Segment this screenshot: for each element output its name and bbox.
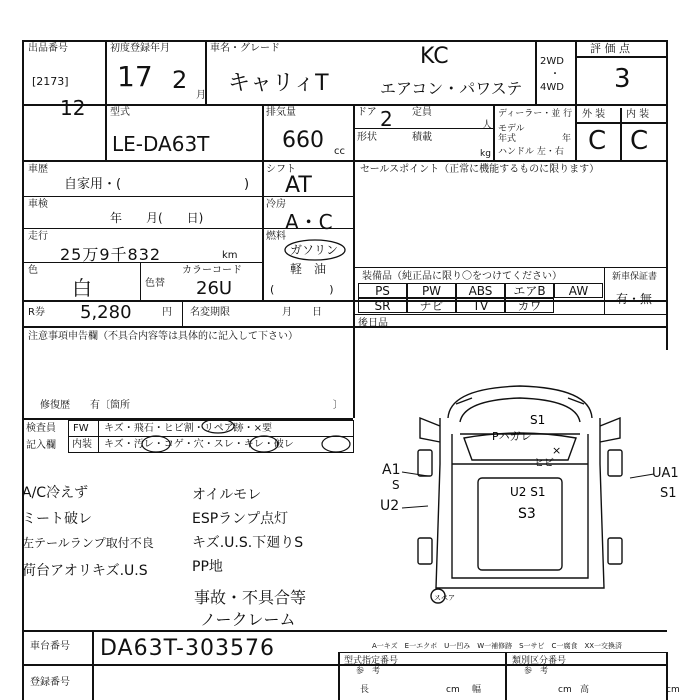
remark-right-item: キズ.U.S.下廻りS — [192, 535, 304, 551]
reg-month: 2 — [172, 66, 188, 94]
row-in-items: キズ・汚レ・コゲ・穴・スレ・キレ・破レ — [104, 439, 294, 450]
dim-label: 幅 — [472, 685, 482, 695]
capacity-unit: 人 — [482, 120, 492, 131]
name-change-label: 名変期限 — [190, 307, 230, 318]
diag-s1-top: S1 — [530, 413, 546, 427]
displacement-label: 排気量 — [266, 107, 296, 118]
diag-s3: S3 — [518, 506, 536, 522]
dim-unit: cm — [446, 685, 460, 695]
remark-left-item: 左テールランプ取付不良 — [22, 536, 154, 550]
equipment-item: PS — [358, 283, 407, 298]
diagram-pointer-lines — [380, 456, 680, 516]
grade-line2: エアコン・パワステ — [380, 79, 523, 98]
mileage-label: 走行 — [28, 231, 48, 242]
history-value: 自家用・( — [64, 177, 122, 192]
equipment-item: カワ — [505, 298, 554, 313]
sales-label: セールスポイント（正常に機能するものに限ります） — [360, 164, 600, 175]
drive-4wd: 4WD — [540, 82, 564, 93]
aftermarket-label: 後日品 — [358, 318, 388, 329]
dealer-label: ディーラー・並 行 — [498, 109, 573, 119]
remark-left-item: 荷台アオリキズ.U.S — [22, 563, 148, 579]
dim-label: 高 — [580, 685, 590, 695]
ref-label-b: 参 考 — [524, 666, 548, 675]
diag-a1: A1 — [382, 462, 401, 478]
diag-spare: スペア — [434, 594, 455, 602]
fuel-label: 燃料 — [266, 231, 286, 242]
ext-grade: C — [588, 126, 607, 156]
payload-label: 積載 — [412, 132, 432, 143]
color-change-label: 色替 — [145, 278, 165, 289]
payload-unit: kg — [480, 149, 491, 159]
int-grade: C — [630, 126, 649, 156]
classify-label: 類別区分番号 — [512, 656, 567, 666]
frame-left — [22, 40, 24, 700]
history-close: ) — [244, 177, 250, 192]
shift-label: シフト — [266, 164, 296, 175]
lot-small: [2173] — [32, 75, 69, 88]
gas-circle-mark — [282, 238, 348, 262]
equipment-item: ABS — [456, 283, 505, 298]
diag-x: × — [552, 444, 562, 457]
diag-u2-left: U2 — [380, 498, 400, 514]
repair-history: 修復歴 有〔箇所 — [40, 400, 130, 411]
remark-right-item: PP地 — [192, 559, 223, 575]
plate-label: 登録番号 — [30, 677, 70, 688]
inspection-label: 車検 — [28, 199, 48, 210]
legend-line: A一キズ E一エクボ U一凹み W一補修跡 S一サビ C一腐食 XX一交換済 — [372, 642, 623, 650]
dim-label: 長 — [360, 685, 370, 695]
recycle-value: 5,280 — [80, 302, 132, 323]
equipment-item: TV — [456, 298, 505, 313]
inspection-text: 年 月( 日) — [110, 211, 204, 225]
chassis-label: 車台番号 — [30, 641, 70, 652]
score-label: 評 価 点 — [590, 42, 630, 55]
checks-label: 検査員 — [26, 423, 56, 434]
grade-line1: KC — [420, 44, 449, 69]
recycle-label: R券 — [28, 307, 45, 318]
remark-left-item: ミート破レ — [22, 511, 92, 527]
displacement-value: 660 — [282, 128, 324, 153]
color-code-label: カラーコード — [182, 265, 242, 276]
model-cert-label: 型式指定番号 — [344, 656, 399, 666]
notes-label: 注意事項申告欄（不具合内容等は具体的に記入して下さい） — [28, 331, 298, 342]
repair-close: 〕 — [333, 400, 343, 411]
drive-2wd: 2WD — [540, 56, 564, 67]
reg-year: 17 — [117, 60, 153, 93]
warranty-label: 新車保証書 — [612, 272, 658, 282]
diag-s1-right: S1 — [660, 486, 677, 501]
diag-u2-s1: U2 S1 — [510, 485, 546, 499]
doors-value: 2 — [380, 107, 393, 131]
mileage-value: 25万9千832 — [60, 245, 162, 264]
color-value: 白 — [72, 276, 92, 300]
recycle-unit: 円 — [162, 307, 172, 318]
frame-right — [666, 40, 668, 350]
score-value: 3 — [614, 64, 631, 94]
row-fw-label: FW — [73, 423, 89, 434]
accident-line1: 事故・不具合等 — [194, 588, 307, 607]
frame-top — [22, 40, 667, 42]
ext-label: 外 装 — [582, 109, 606, 120]
shape-label: 形状 — [357, 132, 377, 143]
dim-unit: cm — [558, 685, 572, 695]
cooling-label: 冷房 — [266, 199, 286, 210]
cooling-value: A・C — [285, 210, 333, 234]
accident-line2: ノークレーム — [200, 610, 296, 629]
displacement-unit: cc — [334, 146, 345, 157]
equipment-item: エアB — [505, 283, 554, 298]
equipment-item: SR — [358, 298, 407, 313]
equipment-item: AW — [554, 283, 603, 298]
diag-pp: Pハガレ — [492, 430, 532, 443]
remark-right-item: オイルモレ — [192, 487, 262, 503]
equip-label: 装備品（純正品に限り〇をつけてください） — [362, 271, 562, 282]
handle-label: ハンドル 左・右 — [498, 147, 564, 157]
car-name: キャリィT — [228, 71, 329, 96]
lot-label: 出品番号 — [28, 43, 68, 54]
lot-number: 12 — [60, 96, 86, 120]
doors-label: ドア — [357, 107, 377, 118]
drive-dot: ・ — [550, 69, 560, 80]
remark-left-item: A/C冷えず — [22, 485, 89, 501]
model-code: LE-DA63T — [112, 132, 210, 156]
color-code-value: 26U — [196, 278, 233, 299]
mileage-unit: km — [222, 250, 238, 261]
fuel-gas: ガソリン — [290, 243, 339, 257]
diag-crack: ヒビ — [534, 458, 554, 469]
fuel-paren: ( ) — [270, 283, 334, 296]
reg-label: 初度登録年月 — [110, 43, 170, 54]
row-fw-items: キズ・飛石・ヒビ割・リペア跡・×要 — [104, 423, 272, 434]
name-label: 車名・グレード — [210, 43, 280, 54]
type-label: 型式 — [110, 107, 130, 118]
color-label: 色 — [28, 265, 38, 276]
ref-label-a: 参 考 — [356, 666, 380, 675]
fuel-diesel: 軽 油 — [290, 262, 327, 276]
capacity-label: 定員 — [412, 107, 432, 118]
chassis-number: DA63T-303576 — [100, 636, 275, 661]
diag-s-left: S — [392, 478, 400, 492]
name-change-value: 月 日 — [282, 307, 322, 318]
reg-month-unit: 月 — [196, 90, 206, 101]
int-label: 内 装 — [626, 109, 650, 120]
model-year-label2: 年式 — [498, 134, 517, 144]
model-year-label1: モデル — [498, 124, 525, 134]
remark-right-item: ESPランプ点灯 — [192, 511, 289, 527]
year-unit: 年 — [562, 134, 572, 144]
diag-ua1-right: UA1 — [652, 466, 679, 481]
dim-unit: cm — [666, 685, 680, 695]
row-in-label: 内装 — [72, 439, 92, 450]
shift-value: AT — [285, 173, 312, 198]
warranty-value: 有・無 — [616, 292, 653, 306]
interior-circle-marks — [130, 432, 360, 456]
equipment-item: PW — [407, 283, 456, 298]
equipment-item: ナビ — [407, 298, 456, 313]
history-label: 車歴 — [28, 164, 48, 175]
record-label: 記入欄 — [26, 440, 56, 451]
